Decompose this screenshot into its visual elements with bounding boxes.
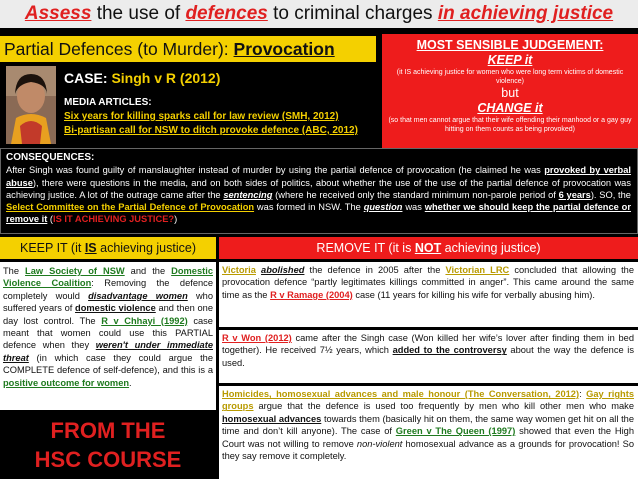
remove-text: towards them (basically hit on them, the same way women get hit on all the time and don’t kill anyone). The case of (222, 413, 634, 437)
remove-case: R v Ramage (2004) (270, 289, 353, 300)
case-label: CASE: (64, 70, 112, 86)
remove-org: Victorian LRC (445, 265, 510, 275)
keep-text: who suffered years of (3, 290, 213, 314)
keep-org: Domestic Violence Coalition (3, 266, 213, 289)
remove-article: Homicides, homosexual advances and male honour (The Conversation, 2012) (222, 389, 580, 399)
partial-prefix: Partial Defences (to Murder): (4, 39, 234, 59)
keep-text: and then one day lost control. The (3, 303, 213, 326)
remove-text: showed that even the High Court was not willing to remove (222, 426, 634, 449)
judgement-keep-note: (it IS achieving justice for women who were long term victims of domestic violence) (396, 69, 624, 85)
keep-header-text: achieving justice) (96, 241, 196, 255)
remove-case: R v Won (2012) (222, 333, 292, 343)
keep-header-emphasis: IS (84, 241, 97, 255)
title-part2: to criminal charges (267, 3, 438, 24)
hsc-line-1: FROM THE (50, 418, 166, 443)
remove-text: case (11 years for killing his wife for verbally abusing him). (352, 289, 595, 300)
keep-case: R v Chhayi (1992) (101, 315, 188, 326)
media-article-link[interactable]: Six years for killing sparks call for law review (SMH, 2012) (64, 111, 339, 122)
media-section (64, 96, 358, 138)
remove-highlight: non-violent (356, 438, 403, 449)
cons-text: ), there were questions in the media, and on both sides of politics, about whether the use of the use of the partial defence of provocation was achieving justice. A lot of the outrage came after the (6, 177, 631, 200)
keep-text: The (3, 266, 26, 276)
remove-text: homosexual advance as a grounds for provocation! So they say remove it completely. (222, 438, 634, 462)
portrait-icon (6, 66, 56, 144)
remove-highlight: homosexual advances (222, 413, 322, 424)
cons-text: (where he received only the standard minimum non-parole period of (272, 189, 559, 200)
keep-text: and the (124, 266, 172, 276)
judgement-change-note: (so that men cannot argue that their wife offending their manhood or a gay guy hitting on them counts as being provoked) (388, 117, 632, 133)
remove-argument-won (219, 330, 638, 383)
title-achieving: in achieving justice (437, 3, 614, 24)
keep-text: case meant that women could use this PARTIAL defence when they (3, 315, 213, 351)
remove-highlight: abolished (261, 265, 305, 275)
keep-org: Law Society of NSW (25, 266, 125, 276)
defendant-photo (6, 66, 56, 144)
cons-highlight: 6 years (558, 189, 591, 200)
keep-it-body (0, 262, 216, 410)
cons-highlight: sentencing (223, 189, 273, 200)
hsc-line-2: HSC COURSE (34, 447, 182, 472)
judgement-heading: MOST SENSIBLE JUDGEMENT: (416, 38, 604, 52)
remove-text: argue that the defence is used too frequently by men who kill other men who make (253, 401, 634, 412)
keep-text: . (129, 377, 132, 388)
media-label: MEDIA ARTICLES: (64, 97, 152, 108)
cons-committee: Select Committee on the Partial Defence of Provocation (6, 202, 255, 213)
keep-highlight: disadvantage women (88, 290, 188, 301)
consequences-title: CONSEQUENCES: (6, 152, 95, 163)
case-name: Singh v R (2012) (111, 70, 221, 86)
judgement-keep: KEEP it (487, 53, 533, 67)
cons-text: ( (47, 214, 54, 225)
remove-header-text: achieving justice) (441, 241, 541, 255)
keep-outcome: positive outcome for women (3, 377, 130, 388)
media-article-link[interactable]: Bi-partisan call for NSW to ditch provoke defence (ABC, 2012) (64, 125, 358, 136)
remove-text: concluded that allowing the provocation defence “partly legitimates killings committed in anger”. This came around the same time as the (222, 265, 634, 300)
keep-text: : Removing the defence completely would (3, 278, 213, 301)
remove-state: Victoria (222, 265, 256, 275)
cons-highlight: whether we should keep the partial defence or remove it (6, 202, 631, 225)
cons-text: After Singh was found guilty of manslaughter instead of murder by using the partial defence of provocation (he claimed he was (6, 165, 545, 176)
remove-text: the defence in 2005 after the (304, 265, 446, 275)
keep-it-header (0, 237, 216, 259)
title-part1: the use of (91, 3, 186, 24)
remove-header-text: REMOVE IT (it is (316, 241, 415, 255)
judgement-change: CHANGE it (477, 101, 543, 115)
remove-it-header (219, 237, 638, 259)
remove-header-emphasis: NOT (414, 241, 442, 255)
cons-highlight: question (363, 202, 403, 213)
keep-highlight: domestic violence (75, 303, 156, 314)
cons-text: ). SO, the (590, 189, 631, 200)
cons-text: ) (174, 214, 178, 225)
title-assess: Assess (24, 3, 92, 24)
keep-text: (in which case they could argue the COMPLETE defence of self-defence), and this is a (3, 352, 213, 376)
judgement-but: but (501, 86, 519, 100)
remove-text: : (579, 389, 587, 399)
cons-text: was formed in NSW. The (254, 202, 364, 213)
remove-argument-victoria (219, 262, 638, 327)
remove-argument-gay-rights (219, 386, 638, 479)
remove-text: came after the Singh case (Won killed her wife’s lover after finding them in bed together). He received 7½ years, which (222, 333, 634, 356)
partial-defences-banner (0, 36, 376, 62)
remove-text: about the way the defence is used. (222, 345, 634, 368)
hsc-course-label (0, 412, 216, 479)
cons-highlight: provoked by verbal abuse (6, 165, 631, 188)
slide-title (0, 0, 638, 28)
keep-header-text: KEEP IT (it (19, 241, 85, 255)
title-defences: defences (185, 3, 268, 24)
remove-highlight: added to the controversy (392, 345, 507, 356)
case-heading (64, 70, 220, 86)
judgement-box (382, 34, 638, 152)
remove-case: Green v The Queen (1997) (395, 426, 516, 437)
cons-question: IS IT ACHIEVING JUSTICE? (53, 214, 175, 225)
cons-text: was (402, 202, 425, 213)
consequences-box (0, 148, 638, 234)
remove-org: Gay rights groups (222, 389, 635, 412)
provocation-label: Provocation (233, 39, 335, 59)
keep-highlight: weren't under immediate threat (3, 340, 213, 363)
